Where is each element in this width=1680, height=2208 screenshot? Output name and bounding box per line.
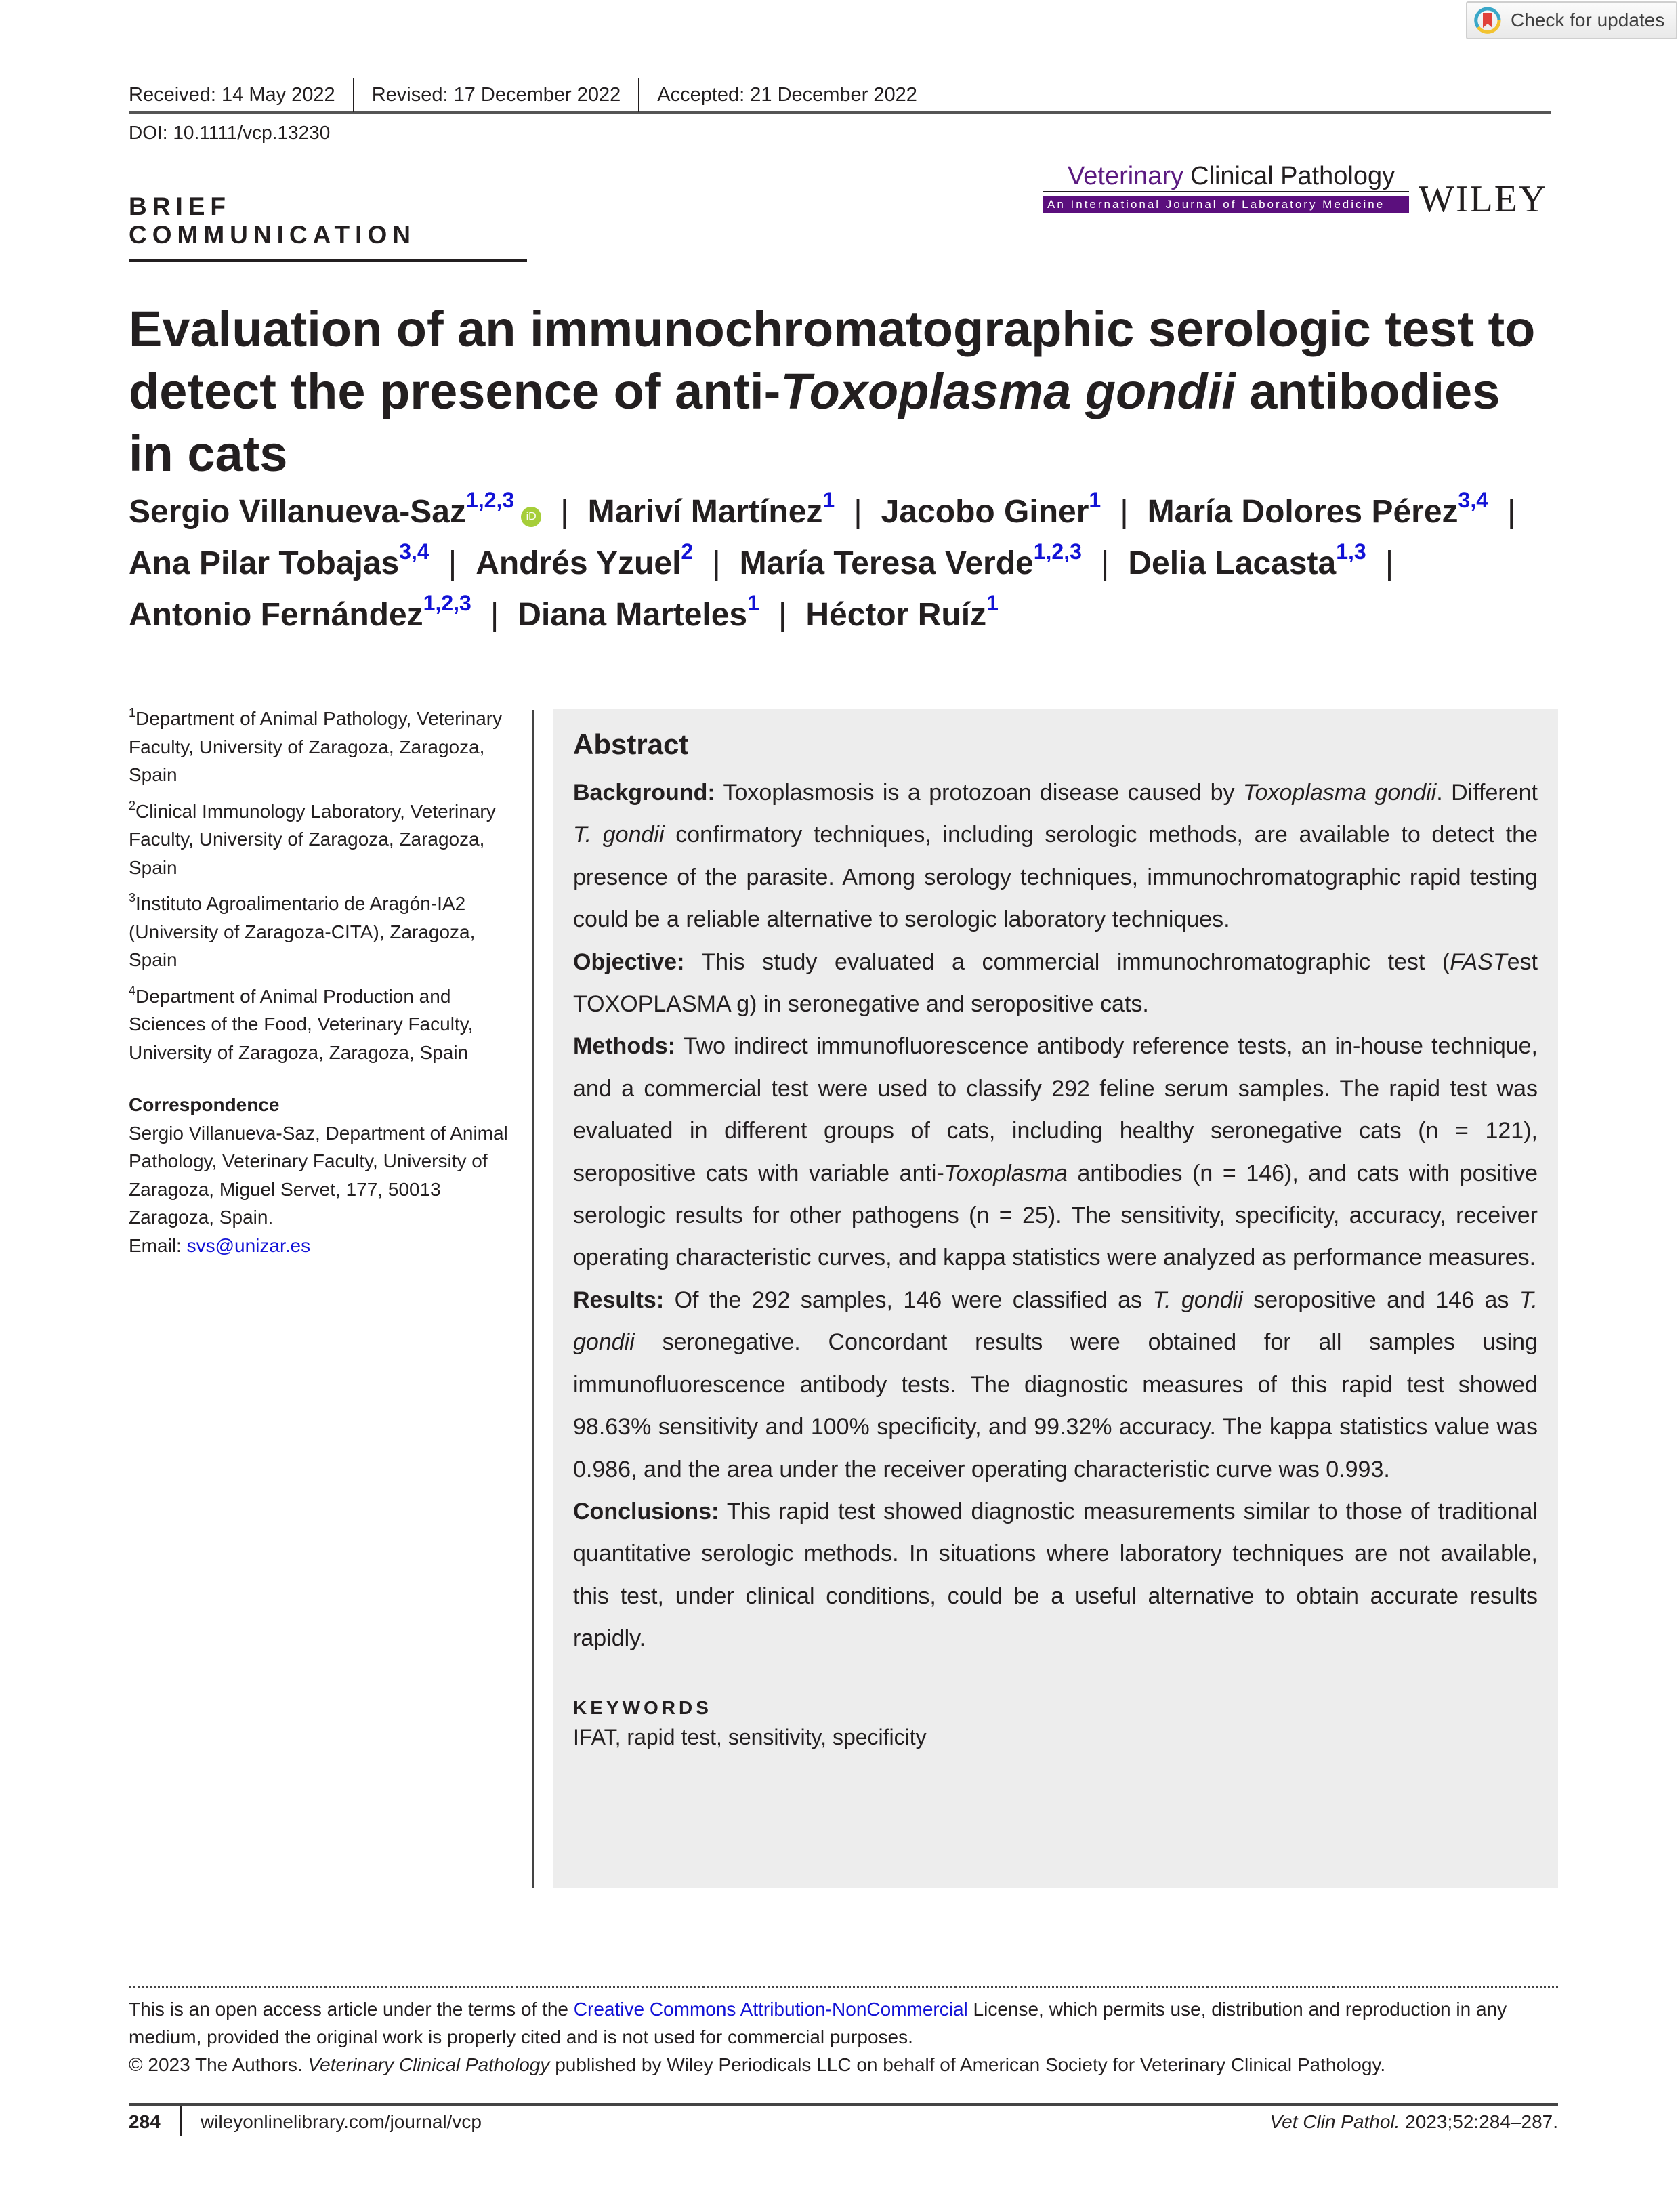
affiliation-ref[interactable]: 1,2,3 [423, 591, 471, 615]
journal-logo-subtitle: An International Journal of Laboratory Medicine [1043, 196, 1409, 213]
separator: | [560, 494, 569, 530]
affiliation-ref[interactable]: 1,3 [1336, 539, 1366, 564]
column-divider [532, 710, 534, 1888]
author[interactable]: Sergio Villanueva-Saz$^{1,2,3}$iD [129, 494, 541, 530]
received-date: Received: 14 May 2022 [129, 83, 335, 106]
title-species: Toxoplasma gondii [780, 363, 1236, 419]
author[interactable]: Diana Marteles$^1$ [518, 591, 759, 633]
keywords: IFAT, rapid test, sensitivity, specificity [573, 1724, 927, 1749]
correspondence [129, 1091, 522, 1259]
author[interactable]: Jacobo Giner$^1$ [881, 488, 1101, 530]
abstract-objective: Objective: This study evaluated a commercial immunochromatographic test (FASTest TOXOPLASMA g) in seronegative and seropositive cats. [573, 949, 1538, 1018]
author[interactable]: Andrés Yzuel$^2$ [476, 539, 694, 581]
separator: | [712, 545, 721, 581]
affiliation: $^4$Department of Animal Production and Sciences of the Food, Veterinary Faculty, University of Zaragoza, Zaragoza, Spain [129, 983, 474, 1063]
journal-logo [1043, 160, 1409, 213]
separator: | [778, 597, 787, 633]
revised-date: Revised: 17 December 2022 [371, 83, 621, 106]
abstract-conclusions: Conclusions: This rapid test showed diagnostic measurements similar to those of traditional quantitative serologic methods. In situations where laboratory techniques are not available, this test, under clinical conditions, could be a useful alternative to obtain accurate results rapidly. [573, 1498, 1538, 1652]
author[interactable]: Delia Lacasta$^{1,3}$ [1128, 539, 1366, 581]
author[interactable]: Héctor Ruíz$^1$ [805, 591, 999, 633]
keywords-heading: KEYWORDS [573, 1696, 712, 1718]
affiliation: $^2$Clinical Immunology Laboratory, Veterinary Faculty, University of Zaragoza, Zaragoza, Spain [129, 798, 496, 878]
author[interactable]: María Teresa Verde$^{1,2,3}$ [739, 539, 1082, 581]
abstract-background: Background: Toxoplasmosis is a protozoan disease caused by Toxoplasma gondii. Different T. gondii confirmatory techniques, including serologic methods, are available to detect the presence of the parasite. Among serology techniques, immunochromatographic rapid testing could be a reliable alternative to serologic laboratory techniques. [573, 780, 1538, 933]
correspondence-email: Email: svs@unizar.es [129, 1234, 311, 1256]
abstract-results: Results: Of the 292 samples, 146 were classified as T. gondii seropositive and 146 as T. gondii seronegative. Concordant results were obtained for all samples using immunofluorescence antibody tests. The diagnostic measures of this rapid test showed 98.63% sensitivity and 100% specificity, and 99.32% accuracy. The kappa statistics value was 0.986, and the area under the receiver operating characteristic curve was 0.993. [573, 1287, 1538, 1482]
publisher-logo: WILEY [1419, 178, 1548, 220]
abstract-methods: Methods: Two indirect immunofluorescence antibody reference tests, an in-house technique, and a commercial test were used to classify 292 feline serum samples. The rapid test was evaluated in different groups of cats, including healthy seronegative cats (n = 121), seropositive cats with variable anti-Toxoplasma antibodies (n = 146), and cats with positive serologic results for other pathogens (n = 25). The sensitivity, specificity, accuracy, receiver operating characteristic curves, and kappa statistics were analyzed as performance measures. [573, 1033, 1538, 1271]
email-link[interactable]: svs@unizar.es [186, 1234, 311, 1256]
article-title [129, 298, 1558, 485]
title-text-end: antibodies in cats [129, 363, 1500, 482]
separator: | [490, 597, 499, 633]
journal-logo-word2: Clinical Pathology [1190, 162, 1395, 190]
affiliation: $^3$Instituto Agroalimentario de Aragón-IA2 (University of Zaragoza-CITA), Zaragoza, Spain [129, 891, 476, 970]
title-text: Evaluation of an immunochromatographic serologic test to detect the presence of anti- [129, 301, 1536, 419]
separator: | [854, 494, 862, 530]
article-dates [129, 79, 1551, 114]
divider [180, 2106, 182, 2136]
page-footer [129, 2103, 1558, 2138]
journal-logo-word1: Veterinary [1068, 162, 1184, 190]
accepted-date: Accepted: 21 December 2022 [657, 83, 917, 106]
bookmark-badge-icon [1474, 7, 1501, 34]
separator: | [1507, 494, 1516, 530]
author[interactable]: Antonio Fernández$^{1,2,3}$ [129, 591, 471, 633]
license-notice: This is an open access article under the terms of the Creative Commons Attribution-NonCommercial License, which permits use, distribution and reproduction in any medium, provided the original work is properly cited and is not used for commercial purposes. © 2023 The Authors. Veterinary Clinical Pathology published by Wiley Periodicals LLC on behalf of American Society for Veterinary Clinical Pathology. [129, 1986, 1558, 2079]
affiliation-ref[interactable]: 1,2,3 [1033, 539, 1082, 564]
check-for-updates-label: Check for updates [1511, 9, 1665, 30]
correspondence-heading: Correspondence [129, 1094, 280, 1115]
separator: | [448, 545, 457, 581]
affiliations-column [129, 705, 522, 1259]
separator: | [1120, 494, 1129, 530]
affiliation: $^1$Department of Animal Pathology, Veterinary Faculty, University of Zaragoza, Zaragoza, Spain [129, 706, 503, 785]
abstract-heading: Abstract [573, 728, 689, 760]
correspondence-address: Sergio Villanueva-Saz, Department of Animal Pathology, Veterinary Faculty, University of Zaragoza, Miguel Servet, 177, 50013 Zaragoza, Spain. [129, 1122, 508, 1228]
author[interactable]: Ana Pilar Tobajas$^{3,4}$ [129, 539, 429, 581]
orcid-icon[interactable]: iD [521, 507, 541, 527]
affiliation-ref[interactable]: 1 [1089, 488, 1101, 512]
author[interactable]: Mariví Martínez$^1$ [587, 488, 835, 530]
separator: | [1385, 545, 1394, 581]
separator: | [1100, 545, 1110, 581]
affiliation-ref[interactable]: 1 [986, 591, 999, 615]
page-number: 284 [129, 2111, 161, 2132]
section-label: BRIEF COMMUNICATION [129, 192, 527, 262]
doi: DOI: 10.1111/vcp.13230 [129, 122, 331, 143]
abstract-box [553, 709, 1558, 1888]
affiliation-ref[interactable]: 2 [681, 539, 694, 564]
affiliation-ref[interactable]: 1,2,3 [465, 488, 515, 512]
affiliation-ref[interactable]: 1 [822, 488, 835, 512]
citation: Vet Clin Pathol. 2023;52:284–287. [1269, 2111, 1558, 2132]
author-list [129, 486, 1565, 641]
journal-url[interactable]: wileyonlinelibrary.com/journal/vcp [201, 2111, 482, 2132]
check-for-updates-button[interactable] [1466, 1, 1677, 39]
affiliation-ref[interactable]: 1 [747, 591, 759, 615]
author[interactable]: María Dolores Pérez$^{3,4}$ [1147, 488, 1489, 530]
license-link[interactable]: Creative Commons Attribution-NonCommercial [573, 1999, 968, 2020]
affiliation-ref[interactable]: 3,4 [1458, 488, 1489, 512]
affiliation-ref[interactable]: 3,4 [399, 539, 429, 564]
